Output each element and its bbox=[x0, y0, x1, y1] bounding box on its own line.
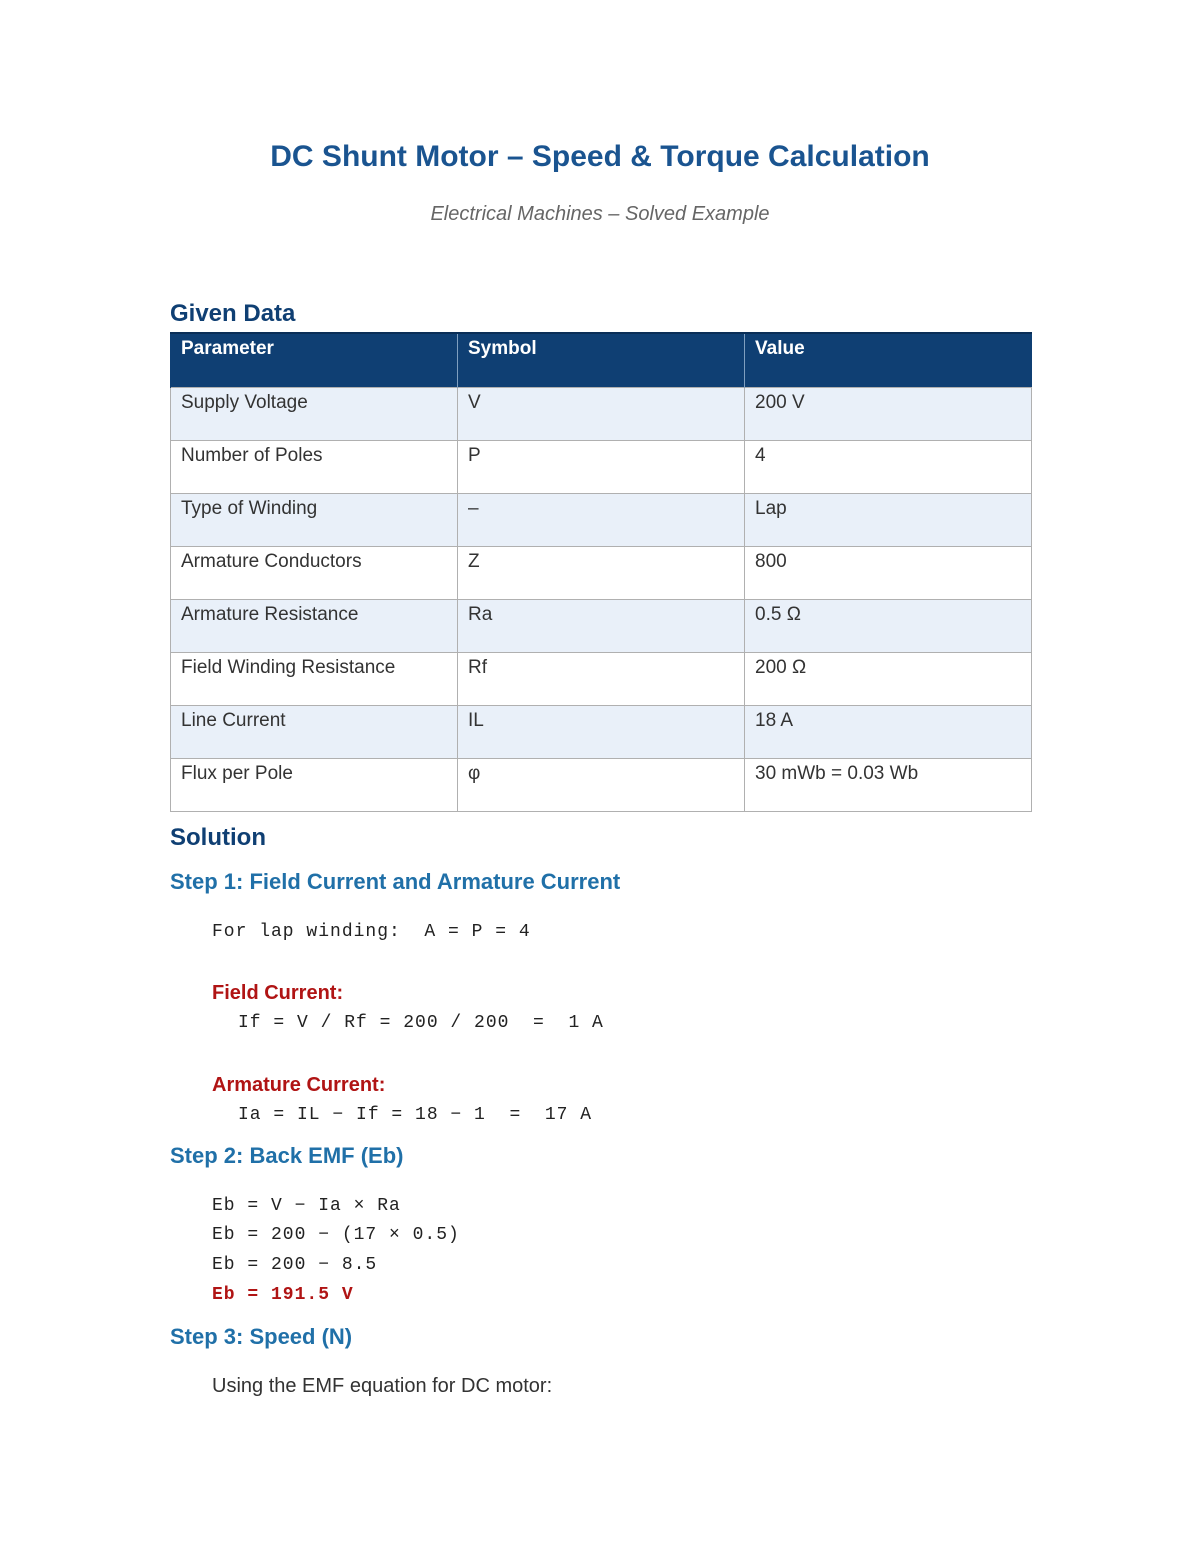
table-row bbox=[171, 706, 1032, 759]
value-cell: 4 bbox=[745, 441, 1032, 494]
armature-current-label: Armature Current: bbox=[212, 1074, 386, 1096]
field-current-equation: If = V / Rf = 200 / 200 = 1 A bbox=[238, 1013, 604, 1033]
symbol-cell: Z bbox=[458, 547, 745, 600]
back-emf-line-3: Eb = 200 − 8.5 bbox=[212, 1255, 378, 1275]
value-cell: Lap bbox=[745, 494, 1032, 547]
symbol-cell: P bbox=[458, 441, 745, 494]
parameter-cell: Flux per Pole bbox=[171, 759, 458, 812]
value-cell: 800 bbox=[745, 547, 1032, 600]
table-row bbox=[171, 388, 1032, 441]
column-header-symbol: Symbol bbox=[458, 333, 745, 388]
table-row bbox=[171, 547, 1032, 600]
table-row bbox=[171, 653, 1032, 706]
table-row bbox=[171, 441, 1032, 494]
symbol-cell: φ bbox=[458, 759, 745, 812]
step2-heading: Step 2: Back EMF (Eb) bbox=[170, 1143, 404, 1168]
table-row bbox=[171, 600, 1032, 653]
back-emf-result: Eb = 191.5 V bbox=[212, 1285, 354, 1305]
value-cell: 200 Ω bbox=[745, 653, 1032, 706]
symbol-cell: V bbox=[458, 388, 745, 441]
table-row bbox=[171, 494, 1032, 547]
given-data-heading: Given Data bbox=[170, 300, 296, 327]
symbol-cell: Ra bbox=[458, 600, 745, 653]
value-cell: 18 A bbox=[745, 706, 1032, 759]
step3-heading: Step 3: Speed (N) bbox=[170, 1324, 353, 1349]
step3-text: Using the EMF equation for DC motor: bbox=[212, 1375, 553, 1397]
parameter-cell: Armature Conductors bbox=[171, 547, 458, 600]
document-title: DC Shunt Motor – Speed & Torque Calculation bbox=[270, 140, 930, 173]
parameter-cell: Field Winding Resistance bbox=[171, 653, 458, 706]
column-header-value: Value bbox=[745, 333, 1032, 388]
parameter-cell: Number of Poles bbox=[171, 441, 458, 494]
parameter-cell: Line Current bbox=[171, 706, 458, 759]
parameter-cell: Supply Voltage bbox=[171, 388, 458, 441]
value-cell: 200 V bbox=[745, 388, 1032, 441]
value-cell: 0.5 Ω bbox=[745, 600, 1032, 653]
step1-heading: Step 1: Field Current and Armature Current bbox=[170, 869, 621, 894]
table-header-row bbox=[171, 333, 1032, 388]
parameter-cell: Type of Winding bbox=[171, 494, 458, 547]
parameter-cell: Armature Resistance bbox=[171, 600, 458, 653]
column-header-parameter: Parameter bbox=[171, 333, 458, 388]
field-current-label: Field Current: bbox=[212, 982, 344, 1004]
armature-current-equation: Ia = IL − If = 18 − 1 = 17 A bbox=[238, 1105, 593, 1125]
lap-winding-note: For lap winding: A = P = 4 bbox=[212, 922, 531, 942]
table-row bbox=[171, 759, 1032, 812]
back-emf-line-1: Eb = V − Ia × Ra bbox=[212, 1196, 401, 1216]
symbol-cell: – bbox=[458, 494, 745, 547]
document-subtitle: Electrical Machines – Solved Example bbox=[430, 203, 770, 225]
given-data-table bbox=[170, 332, 1032, 812]
symbol-cell: IL bbox=[458, 706, 745, 759]
symbol-cell: Rf bbox=[458, 653, 745, 706]
back-emf-line-2: Eb = 200 − (17 × 0.5) bbox=[212, 1225, 460, 1245]
value-cell: 30 mWb = 0.03 Wb bbox=[745, 759, 1032, 812]
solution-heading: Solution bbox=[170, 824, 266, 851]
